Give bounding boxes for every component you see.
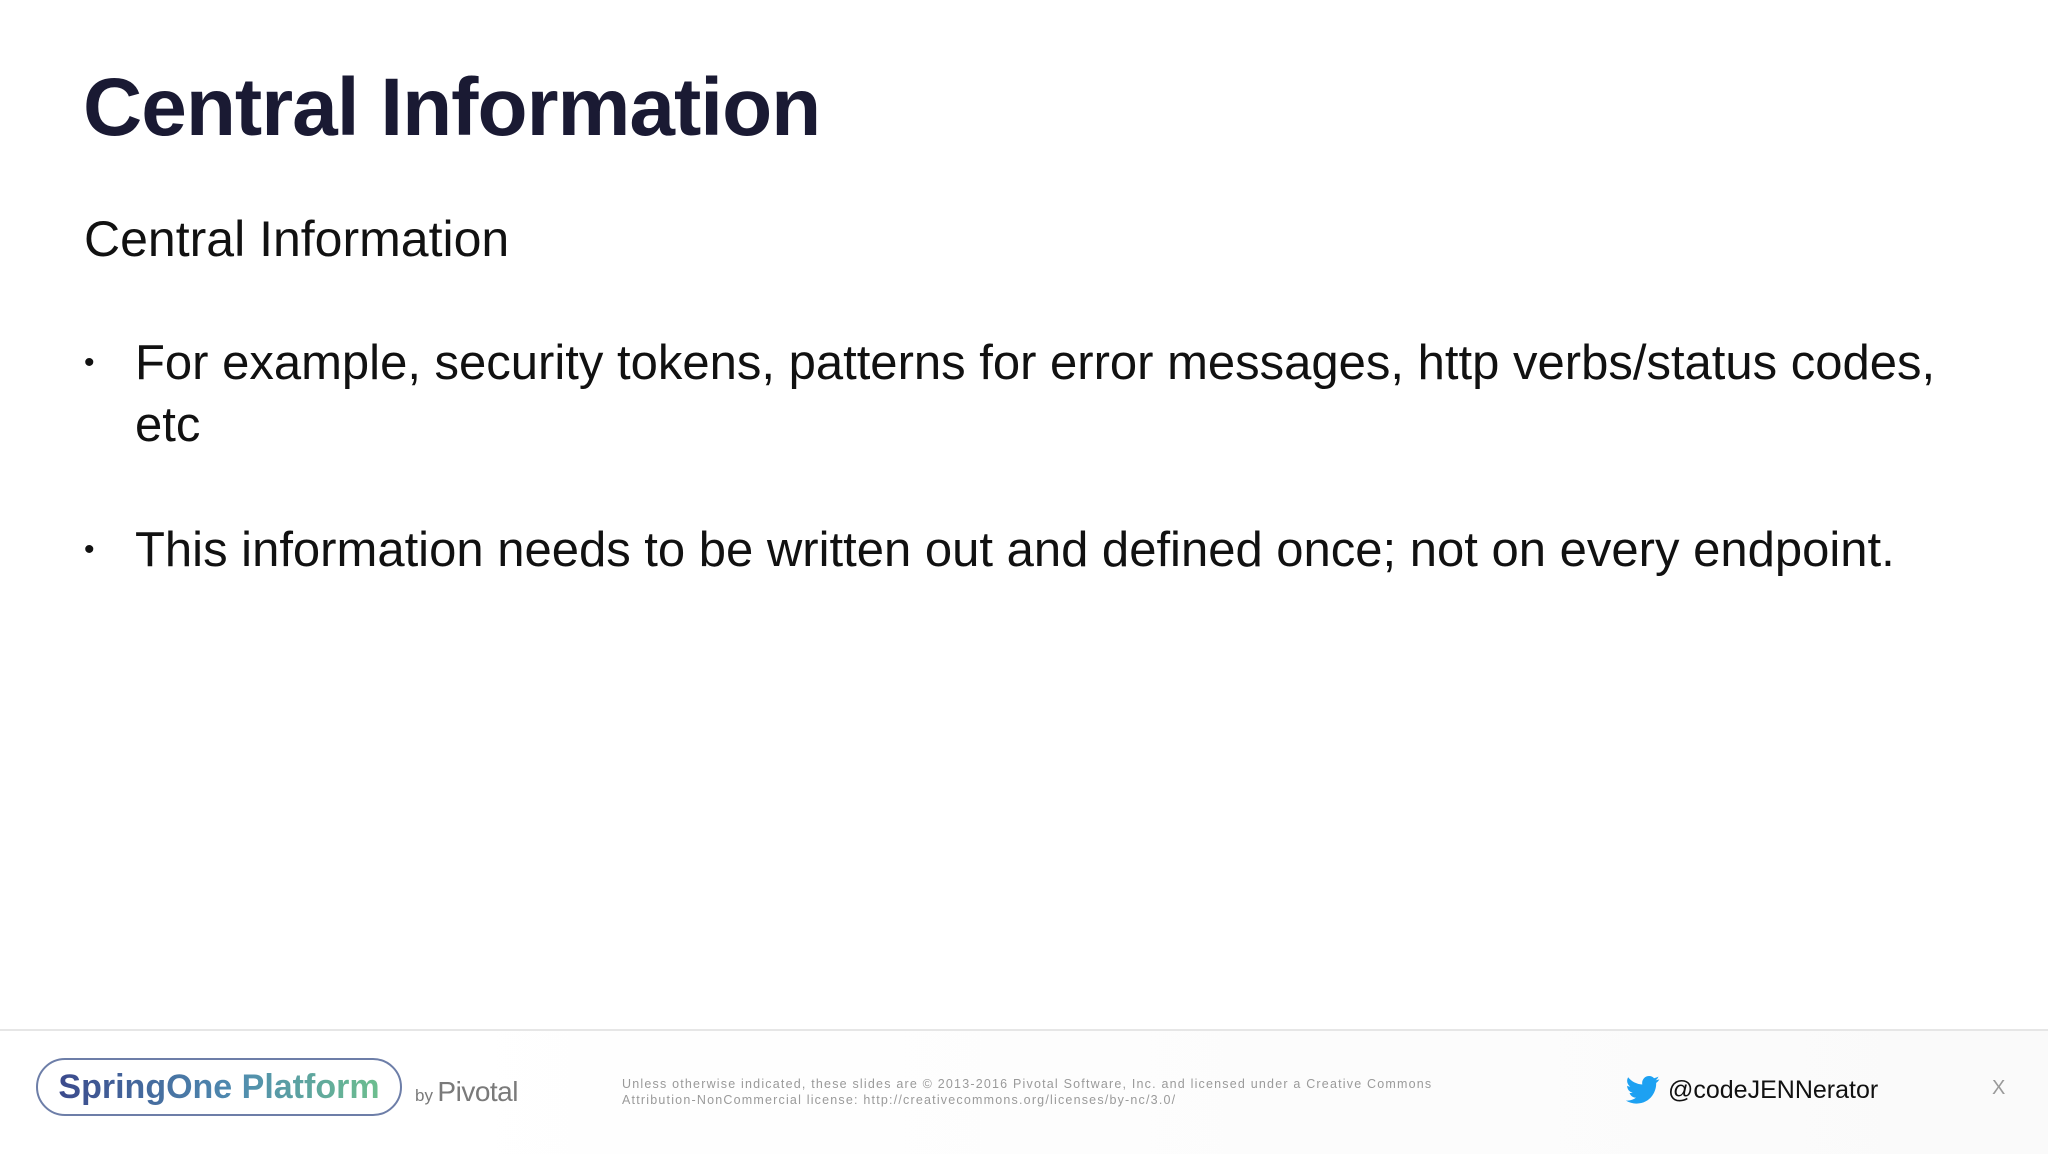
bullet-list <box>84 332 1984 581</box>
by-label: by <box>415 1086 433 1105</box>
license-notice <box>622 1076 1502 1108</box>
bullet-dot-icon: • <box>84 533 95 566</box>
twitter-handle: @codeJENNerator <box>1668 1075 1879 1104</box>
bullet-dot-icon: • <box>84 346 95 379</box>
bullet-text: This information needs to be written out and defined once; not on every endpoint. <box>135 523 1895 577</box>
license-line: Unless otherwise indicated, these slides are © 2013-2016 Pivotal Software, Inc. and licensed under a Creative Commons <box>622 1077 1433 1091</box>
slide-footer <box>0 1029 2048 1154</box>
pivotal-label: Pivotal <box>437 1076 518 1107</box>
bullet-text: For example, security tokens, patterns for error messages, http verbs/status codes, etc <box>135 336 1936 452</box>
slide-subtitle: Central Information <box>84 211 510 267</box>
twitter-bird-icon <box>1626 1075 1660 1105</box>
license-line: Attribution-NonCommercial license: http://creativecommons.org/licenses/by-nc/3.0/ <box>622 1093 1177 1107</box>
close-icon[interactable]: X <box>1992 1077 2006 1099</box>
pivotal-logo <box>415 1076 518 1108</box>
slide-title: Central Information <box>83 62 821 153</box>
twitter-handle-block <box>1626 1075 1878 1105</box>
bullet-item <box>84 332 1984 456</box>
bullet-item <box>84 519 1984 581</box>
logo-text: SpringOne Platform <box>58 1067 380 1106</box>
springone-platform-logo <box>36 1058 402 1116</box>
